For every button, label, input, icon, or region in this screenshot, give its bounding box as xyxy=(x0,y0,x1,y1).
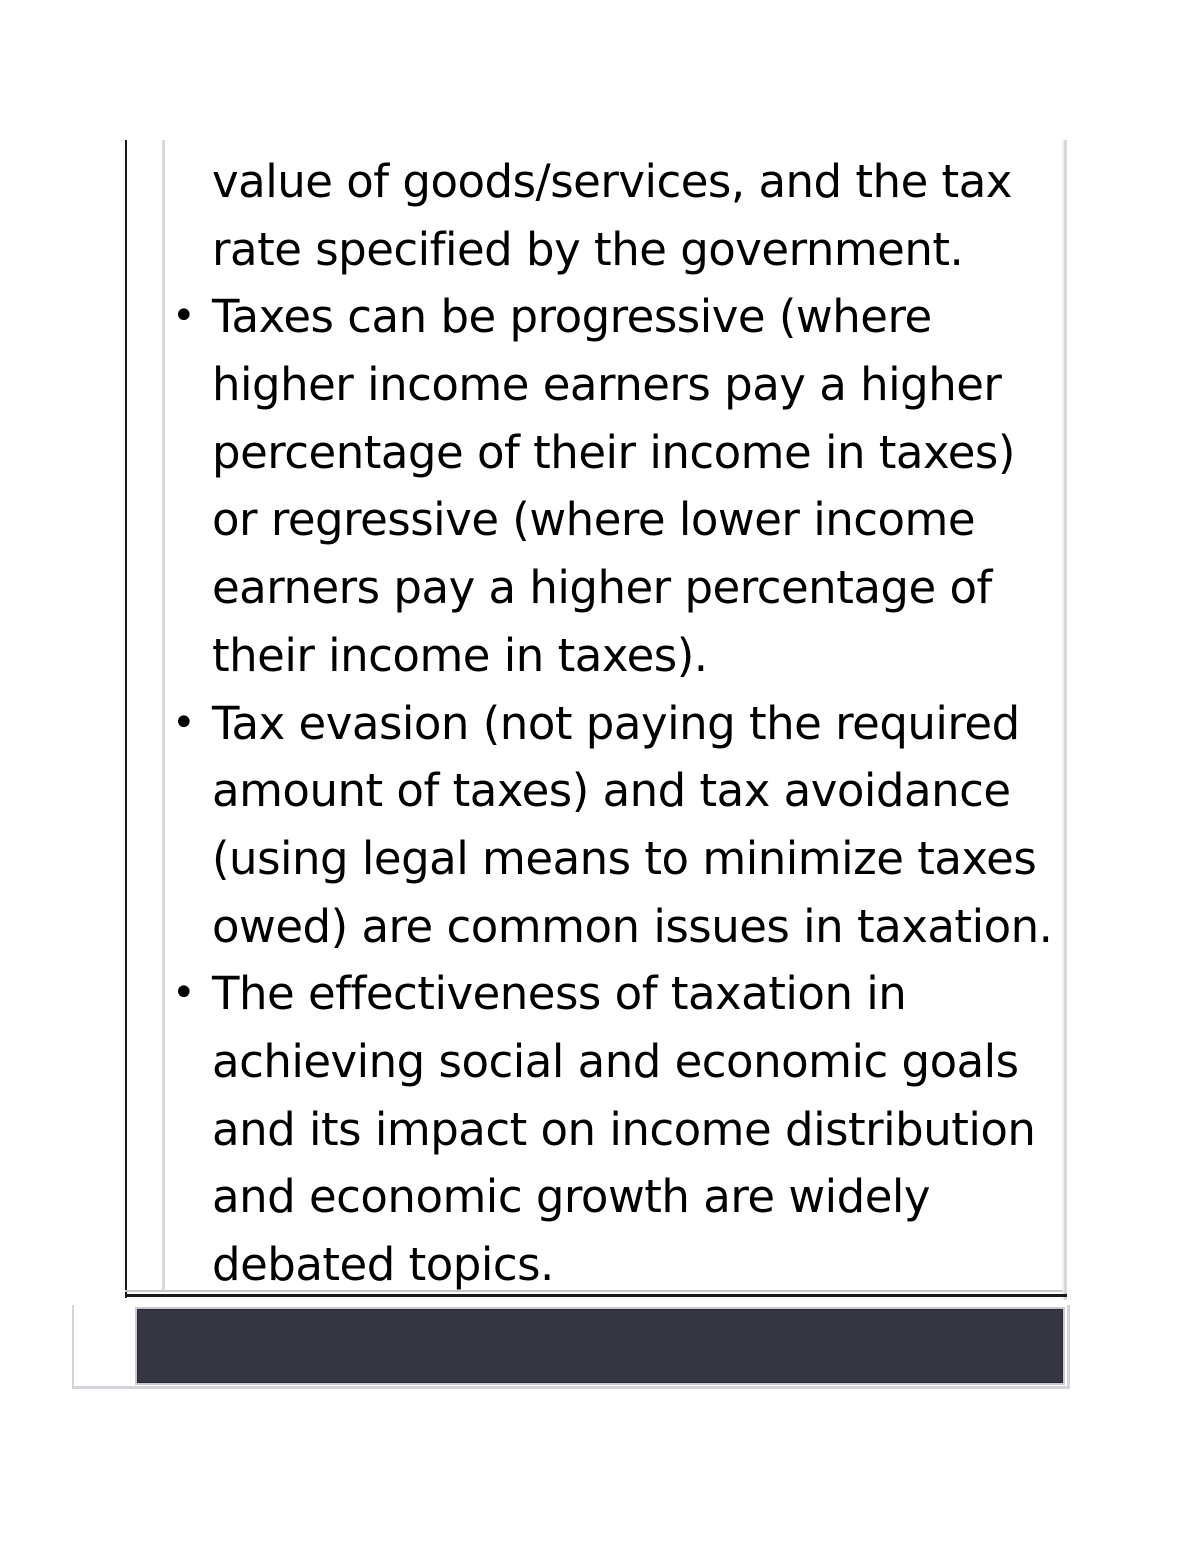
list-line xyxy=(170,690,1070,758)
list-line-text: their income in taxes). xyxy=(212,628,708,682)
list-line xyxy=(170,893,1070,961)
list-line xyxy=(170,757,1070,825)
list-line-text: amount of taxes) and tax avoidance xyxy=(212,764,1011,818)
list-line xyxy=(170,283,1070,351)
list-line xyxy=(170,486,1070,554)
list-line-text: debated topics. xyxy=(212,1238,554,1291)
list-line-text: achieving social and economic goals xyxy=(212,1034,1019,1088)
list-line-text: owed) are common issues in taxation. xyxy=(212,899,1053,953)
bullet-marker: • xyxy=(172,293,196,340)
list-line xyxy=(170,148,1070,216)
list-line-text: earners pay a higher percentage of xyxy=(212,561,992,615)
bullet-marker: • xyxy=(172,699,196,746)
list-line-text: percentage of their income in taxes) xyxy=(212,425,1015,479)
list-line-text: and its impact on income distribution xyxy=(212,1102,1036,1156)
list-line-text: The effectiveness of taxation in xyxy=(212,967,907,1021)
list-line xyxy=(170,960,1070,1028)
list-line-text: and economic growth are widely xyxy=(212,1170,931,1224)
list-line-text: rate specified by the government. xyxy=(212,222,964,276)
list-line xyxy=(170,351,1070,419)
list-line xyxy=(170,419,1070,487)
list-line xyxy=(170,1163,1070,1231)
list-line-text: (using legal means to minimize taxes xyxy=(212,831,1037,885)
list-line xyxy=(170,554,1070,622)
content-frame-left-border xyxy=(125,140,127,1298)
list-line xyxy=(170,1096,1070,1164)
list-line xyxy=(170,1231,1070,1299)
list-line-text: or regressive (where lower income xyxy=(212,493,976,547)
bullet-marker: • xyxy=(172,970,196,1017)
list-line-text: value of goods/services, and the tax xyxy=(212,155,1012,208)
footer-dark-bar xyxy=(135,1307,1065,1385)
list-line-text: higher income earners pay a higher xyxy=(212,358,1002,412)
bullet-list-text xyxy=(170,148,1070,1299)
list-line xyxy=(170,622,1070,690)
list-line xyxy=(170,825,1070,893)
list-line xyxy=(170,216,1070,284)
content-inner-guide xyxy=(162,140,165,1292)
list-line-text: Tax evasion (not paying the required xyxy=(212,696,1020,750)
list-line xyxy=(170,1028,1070,1096)
list-line-text: Taxes can be progressive (where xyxy=(212,290,932,344)
